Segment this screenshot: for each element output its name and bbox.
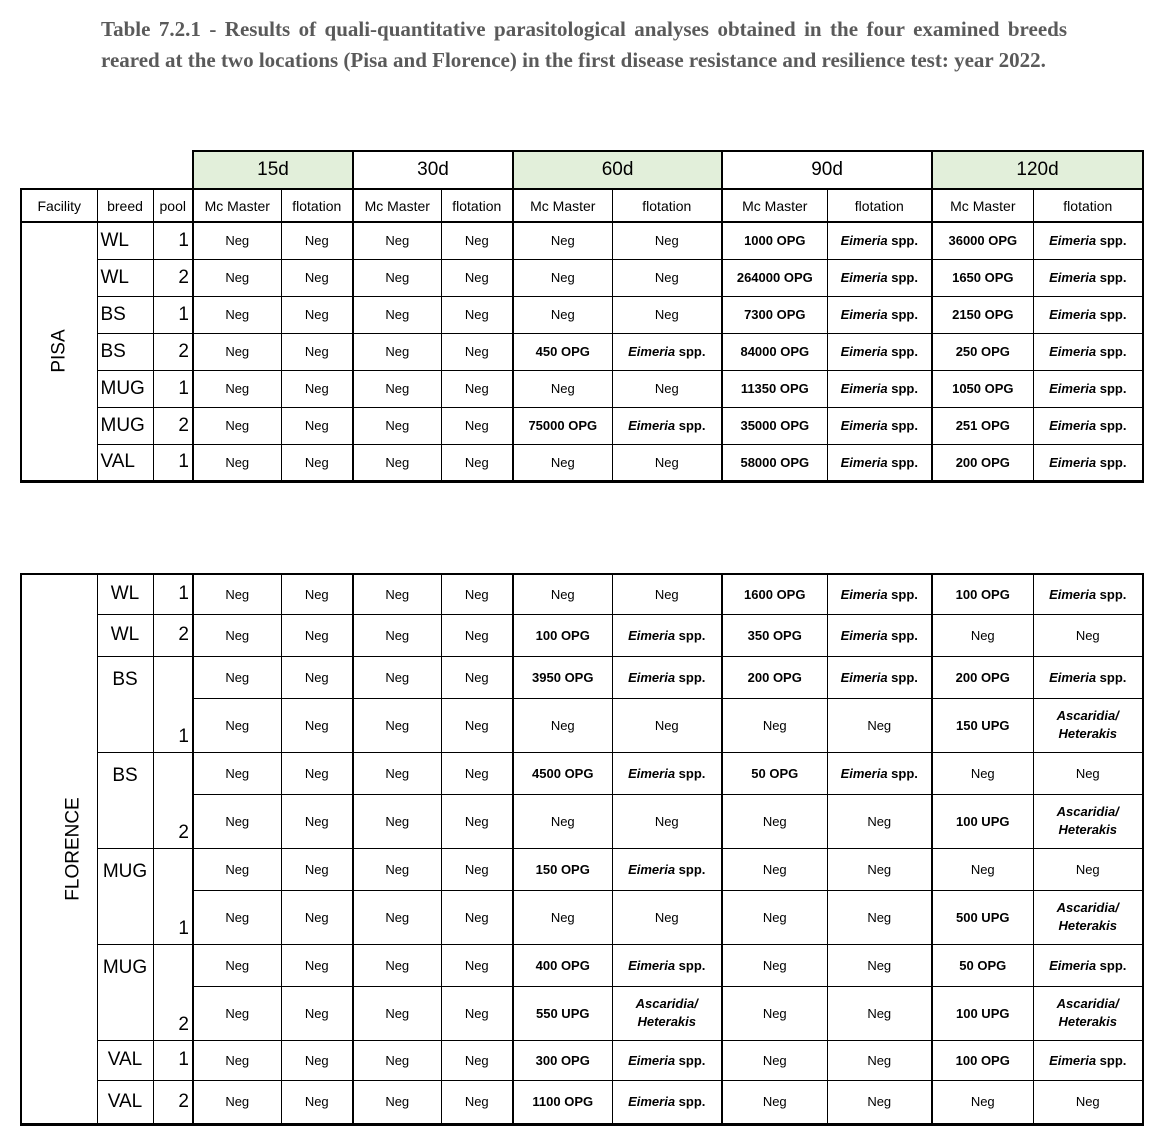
table-row bbox=[21, 370, 1143, 407]
pool-cell: 1 bbox=[153, 296, 193, 333]
mc-master-result: Neg bbox=[353, 407, 441, 444]
flotation-result: Eimeria spp. bbox=[1033, 574, 1143, 614]
table-row bbox=[21, 222, 1143, 259]
mc-master-result: Neg bbox=[193, 1080, 281, 1124]
day-header-90d: 90d bbox=[722, 151, 932, 189]
breed-cell: MUG bbox=[97, 944, 153, 1040]
flotation-result: Neg bbox=[827, 848, 932, 890]
flotation-result: Eimeria spp. bbox=[612, 614, 722, 656]
mc-master-result: Neg bbox=[722, 794, 827, 848]
flotation-result: Ascaridia/ Heterakis bbox=[1033, 698, 1143, 752]
mc-master-result: Neg bbox=[193, 698, 281, 752]
breed-cell: BS bbox=[97, 656, 153, 752]
flotation-header: flotation bbox=[1033, 189, 1143, 222]
mc-master-result: Neg bbox=[193, 407, 281, 444]
flotation-result: Neg bbox=[612, 259, 722, 296]
mc-master-result: Neg bbox=[353, 1040, 441, 1080]
flotation-header: flotation bbox=[441, 189, 513, 222]
mc-master-result: 350 OPG bbox=[722, 614, 827, 656]
mc-master-result: Neg bbox=[513, 574, 612, 614]
flotation-result: Neg bbox=[1033, 614, 1143, 656]
flotation-result: Neg bbox=[281, 1080, 353, 1124]
flotation-result: Ascaridia/ Heterakis bbox=[1033, 890, 1143, 944]
flotation-header: flotation bbox=[612, 189, 722, 222]
breed-cell: BS bbox=[97, 333, 153, 370]
day-header-row bbox=[21, 151, 1143, 189]
pool-cell: 2 bbox=[153, 333, 193, 370]
day-header-60d: 60d bbox=[513, 151, 722, 189]
breed-cell: VAL bbox=[97, 1040, 153, 1080]
flotation-result: Neg bbox=[827, 1040, 932, 1080]
flotation-result: Neg bbox=[441, 1080, 513, 1124]
flotation-result: Neg bbox=[281, 890, 353, 944]
flotation-result: Eimeria spp. bbox=[1033, 944, 1143, 986]
breed-cell: BS bbox=[97, 296, 153, 333]
mc-master-result: Neg bbox=[722, 698, 827, 752]
mc-master-result: 450 OPG bbox=[513, 333, 612, 370]
flotation-result: Neg bbox=[827, 890, 932, 944]
pool-cell: 1 bbox=[153, 848, 193, 944]
flotation-result: Neg bbox=[441, 444, 513, 481]
flotation-result: Eimeria spp. bbox=[827, 574, 932, 614]
mc-master-result: 100 OPG bbox=[513, 614, 612, 656]
flotation-result: Eimeria spp. bbox=[612, 333, 722, 370]
mc-master-result: Neg bbox=[513, 370, 612, 407]
flotation-result: Neg bbox=[612, 222, 722, 259]
mc-master-result: Neg bbox=[353, 259, 441, 296]
mc-master-result: 11350 OPG bbox=[722, 370, 827, 407]
mc-master-result: 50 OPG bbox=[722, 752, 827, 794]
mc-master-result: 200 OPG bbox=[932, 656, 1033, 698]
mc-master-result: 1650 OPG bbox=[932, 259, 1033, 296]
flotation-result: Eimeria spp. bbox=[1033, 1040, 1143, 1080]
flotation-result: Neg bbox=[281, 259, 353, 296]
flotation-result: Neg bbox=[441, 848, 513, 890]
mc-master-result: 7300 OPG bbox=[722, 296, 827, 333]
flotation-result: Neg bbox=[441, 1040, 513, 1080]
flotation-result: Neg bbox=[827, 794, 932, 848]
flotation-result: Neg bbox=[281, 698, 353, 752]
florence-results-table bbox=[20, 573, 1144, 1126]
table-row bbox=[21, 333, 1143, 370]
flotation-result: Neg bbox=[281, 407, 353, 444]
mc-master-result: 84000 OPG bbox=[722, 333, 827, 370]
mc-master-header: Mc Master bbox=[193, 189, 281, 222]
mc-master-result: Neg bbox=[353, 986, 441, 1040]
flotation-result: Neg bbox=[612, 444, 722, 481]
mc-master-result: 150 OPG bbox=[513, 848, 612, 890]
flotation-result: Neg bbox=[281, 574, 353, 614]
flotation-result: Neg bbox=[612, 370, 722, 407]
flotation-result: Eimeria spp. bbox=[612, 752, 722, 794]
flotation-result: Eimeria spp. bbox=[827, 222, 932, 259]
mc-master-result: Neg bbox=[513, 890, 612, 944]
flotation-result: Eimeria spp. bbox=[827, 614, 932, 656]
flotation-result: Neg bbox=[281, 370, 353, 407]
flotation-result: Neg bbox=[612, 890, 722, 944]
flotation-result: Neg bbox=[612, 296, 722, 333]
mc-master-result: Neg bbox=[193, 614, 281, 656]
mc-master-result: Neg bbox=[353, 444, 441, 481]
mc-master-result: Neg bbox=[353, 944, 441, 986]
flotation-result: Eimeria spp. bbox=[1033, 444, 1143, 481]
mc-master-result: Neg bbox=[353, 222, 441, 259]
mc-master-result: 250 OPG bbox=[932, 333, 1033, 370]
mc-master-result: Neg bbox=[193, 848, 281, 890]
mc-master-result: 1050 OPG bbox=[932, 370, 1033, 407]
mc-master-result: Neg bbox=[353, 656, 441, 698]
mc-master-result: Neg bbox=[193, 794, 281, 848]
flotation-result: Eimeria spp. bbox=[1033, 259, 1143, 296]
mc-master-result: Neg bbox=[513, 259, 612, 296]
flotation-result: Eimeria spp. bbox=[612, 1080, 722, 1124]
flotation-result: Eimeria spp. bbox=[612, 1040, 722, 1080]
mc-master-result: 50 OPG bbox=[932, 944, 1033, 986]
mc-master-result: Neg bbox=[932, 752, 1033, 794]
mc-master-result: Neg bbox=[353, 890, 441, 944]
flotation-result: Eimeria spp. bbox=[827, 444, 932, 481]
mc-master-result: 150 UPG bbox=[932, 698, 1033, 752]
table-row bbox=[21, 1040, 1143, 1080]
flotation-result: Neg bbox=[827, 986, 932, 1040]
pool-cell: 1 bbox=[153, 222, 193, 259]
mc-master-result: 1100 OPG bbox=[513, 1080, 612, 1124]
flotation-result: Neg bbox=[612, 574, 722, 614]
mc-master-result: 75000 OPG bbox=[513, 407, 612, 444]
flotation-result: Eimeria spp. bbox=[1033, 370, 1143, 407]
mc-master-header: Mc Master bbox=[932, 189, 1033, 222]
table-row bbox=[21, 848, 1143, 890]
breed-cell: WL bbox=[97, 574, 153, 614]
flotation-result: Eimeria spp. bbox=[612, 848, 722, 890]
flotation-result: Neg bbox=[281, 614, 353, 656]
table-row bbox=[21, 296, 1143, 333]
flotation-result: Neg bbox=[281, 333, 353, 370]
flotation-result: Neg bbox=[441, 944, 513, 986]
flotation-result: Neg bbox=[281, 986, 353, 1040]
mc-master-header: Mc Master bbox=[353, 189, 441, 222]
mc-master-result: Neg bbox=[193, 370, 281, 407]
mc-master-result: 1000 OPG bbox=[722, 222, 827, 259]
mc-master-result: Neg bbox=[353, 1080, 441, 1124]
flotation-result: Eimeria spp. bbox=[1033, 407, 1143, 444]
mc-master-result: 100 OPG bbox=[932, 1040, 1033, 1080]
flotation-result: Eimeria spp. bbox=[612, 656, 722, 698]
flotation-result: Neg bbox=[281, 656, 353, 698]
mc-master-result: Neg bbox=[722, 944, 827, 986]
breed-cell: WL bbox=[97, 614, 153, 656]
pool-header: pool bbox=[153, 189, 193, 222]
flotation-result: Neg bbox=[441, 752, 513, 794]
mc-master-result: Neg bbox=[513, 296, 612, 333]
facility-label: FLORENCE bbox=[21, 574, 97, 1124]
flotation-result: Neg bbox=[441, 986, 513, 1040]
flotation-result: Neg bbox=[441, 407, 513, 444]
flotation-result: Neg bbox=[441, 296, 513, 333]
flotation-result: Eimeria spp. bbox=[827, 370, 932, 407]
mc-master-result: 3950 OPG bbox=[513, 656, 612, 698]
mc-master-result: 100 UPG bbox=[932, 794, 1033, 848]
flotation-result: Neg bbox=[441, 222, 513, 259]
mc-master-result: Neg bbox=[353, 614, 441, 656]
mc-master-result: 4500 OPG bbox=[513, 752, 612, 794]
pool-cell: 2 bbox=[153, 1080, 193, 1124]
mc-master-result: Neg bbox=[193, 944, 281, 986]
pool-cell: 2 bbox=[153, 259, 193, 296]
flotation-result: Neg bbox=[827, 1080, 932, 1124]
mc-master-result: Neg bbox=[353, 848, 441, 890]
table-row bbox=[21, 444, 1143, 481]
mc-master-result: Neg bbox=[353, 296, 441, 333]
flotation-result: Neg bbox=[281, 296, 353, 333]
breed-header: breed bbox=[97, 189, 153, 222]
pool-cell: 1 bbox=[153, 1040, 193, 1080]
day-header-120d: 120d bbox=[932, 151, 1143, 189]
flotation-result: Neg bbox=[827, 944, 932, 986]
flotation-result: Neg bbox=[827, 698, 932, 752]
table-row bbox=[21, 574, 1143, 614]
table-row bbox=[21, 752, 1143, 794]
pool-cell: 2 bbox=[153, 752, 193, 848]
mc-master-header: Mc Master bbox=[513, 189, 612, 222]
mc-master-result: Neg bbox=[353, 370, 441, 407]
facility-label: PISA bbox=[21, 222, 97, 481]
breed-cell: WL bbox=[97, 222, 153, 259]
flotation-result: Neg bbox=[1033, 1080, 1143, 1124]
flotation-result: Ascaridia/ Heterakis bbox=[612, 986, 722, 1040]
day-header-30d: 30d bbox=[353, 151, 513, 189]
mc-master-result: Neg bbox=[722, 1080, 827, 1124]
flotation-result: Neg bbox=[441, 370, 513, 407]
flotation-result: Neg bbox=[281, 222, 353, 259]
breed-cell: BS bbox=[97, 752, 153, 848]
mc-master-result: Neg bbox=[193, 333, 281, 370]
mc-master-result: 36000 OPG bbox=[932, 222, 1033, 259]
mc-master-result: Neg bbox=[193, 656, 281, 698]
table-caption: Table 7.2.1 - Results of quali-quantitative parasitological analyses obtained in the four examined breeds reared at the two locations (Pisa and Florence) in the first disease resistance and resilience test: year 2022. bbox=[101, 17, 1067, 72]
flotation-result: Neg bbox=[281, 944, 353, 986]
mc-master-result: Neg bbox=[193, 752, 281, 794]
flotation-result: Eimeria spp. bbox=[1033, 333, 1143, 370]
facility-header: Facility bbox=[21, 189, 97, 222]
breed-cell: VAL bbox=[97, 1080, 153, 1124]
breed-cell: MUG bbox=[97, 848, 153, 944]
pool-cell: 2 bbox=[153, 407, 193, 444]
mc-master-result: Neg bbox=[932, 848, 1033, 890]
mc-master-result: Neg bbox=[722, 848, 827, 890]
mc-master-result: Neg bbox=[353, 574, 441, 614]
flotation-result: Neg bbox=[441, 656, 513, 698]
mc-master-result: Neg bbox=[353, 752, 441, 794]
mc-master-result: Neg bbox=[193, 1040, 281, 1080]
mc-master-result: 550 UPG bbox=[513, 986, 612, 1040]
flotation-result: Neg bbox=[281, 848, 353, 890]
mc-master-result: 264000 OPG bbox=[722, 259, 827, 296]
column-header-row bbox=[21, 189, 1143, 222]
pool-cell: 1 bbox=[153, 574, 193, 614]
flotation-result: Neg bbox=[281, 1040, 353, 1080]
mc-master-result: Neg bbox=[513, 222, 612, 259]
mc-master-result: 300 OPG bbox=[513, 1040, 612, 1080]
breed-cell: MUG bbox=[97, 407, 153, 444]
flotation-result: Eimeria spp. bbox=[827, 752, 932, 794]
flotation-result: Eimeria spp. bbox=[827, 259, 932, 296]
pool-cell: 1 bbox=[153, 444, 193, 481]
mc-master-result: 251 OPG bbox=[932, 407, 1033, 444]
table-row bbox=[21, 656, 1143, 698]
mc-master-result: Neg bbox=[193, 222, 281, 259]
flotation-result: Eimeria spp. bbox=[612, 944, 722, 986]
mc-master-result: Neg bbox=[193, 890, 281, 944]
flotation-result: Neg bbox=[441, 574, 513, 614]
flotation-header: flotation bbox=[827, 189, 932, 222]
flotation-header: flotation bbox=[281, 189, 353, 222]
mc-master-result: Neg bbox=[193, 574, 281, 614]
flotation-result: Neg bbox=[612, 794, 722, 848]
pool-cell: 2 bbox=[153, 944, 193, 1040]
mc-master-result: 35000 OPG bbox=[722, 407, 827, 444]
mc-master-result: Neg bbox=[193, 296, 281, 333]
flotation-result: Ascaridia/ Heterakis bbox=[1033, 986, 1143, 1040]
table-row bbox=[21, 1080, 1143, 1124]
flotation-result: Neg bbox=[1033, 752, 1143, 794]
mc-master-result: Neg bbox=[193, 444, 281, 481]
mc-master-result: Neg bbox=[193, 259, 281, 296]
table-row bbox=[21, 614, 1143, 656]
flotation-result: Eimeria spp. bbox=[827, 296, 932, 333]
flotation-result: Neg bbox=[1033, 848, 1143, 890]
flotation-result: Neg bbox=[281, 444, 353, 481]
mc-master-result: Neg bbox=[353, 794, 441, 848]
pool-cell: 2 bbox=[153, 614, 193, 656]
mc-master-result: Neg bbox=[722, 890, 827, 944]
flotation-result: Eimeria spp. bbox=[1033, 656, 1143, 698]
mc-master-result: Neg bbox=[513, 794, 612, 848]
flotation-result: Neg bbox=[281, 794, 353, 848]
flotation-result: Neg bbox=[441, 794, 513, 848]
mc-master-result: 1600 OPG bbox=[722, 574, 827, 614]
mc-master-result: Neg bbox=[932, 614, 1033, 656]
flotation-result: Neg bbox=[441, 614, 513, 656]
pool-cell: 1 bbox=[153, 370, 193, 407]
flotation-result: Eimeria spp. bbox=[827, 656, 932, 698]
mc-master-result: Neg bbox=[513, 444, 612, 481]
flotation-result: Neg bbox=[441, 259, 513, 296]
mc-master-result: 100 OPG bbox=[932, 574, 1033, 614]
flotation-result: Eimeria spp. bbox=[827, 333, 932, 370]
day-header-15d: 15d bbox=[193, 151, 353, 189]
mc-master-result: 400 OPG bbox=[513, 944, 612, 986]
flotation-result: Eimeria spp. bbox=[827, 407, 932, 444]
table-row bbox=[21, 944, 1143, 986]
breed-cell: MUG bbox=[97, 370, 153, 407]
breed-cell: VAL bbox=[97, 444, 153, 481]
mc-master-result: Neg bbox=[722, 986, 827, 1040]
flotation-result: Neg bbox=[612, 698, 722, 752]
mc-master-result: 58000 OPG bbox=[722, 444, 827, 481]
mc-master-result: 100 UPG bbox=[932, 986, 1033, 1040]
flotation-result: Eimeria spp. bbox=[1033, 296, 1143, 333]
table-row bbox=[21, 407, 1143, 444]
mc-master-result: Neg bbox=[353, 333, 441, 370]
flotation-result: Neg bbox=[441, 698, 513, 752]
mc-master-result: 500 UPG bbox=[932, 890, 1033, 944]
mc-master-result: Neg bbox=[513, 698, 612, 752]
flotation-result: Neg bbox=[281, 752, 353, 794]
breed-cell: WL bbox=[97, 259, 153, 296]
mc-master-result: 200 OPG bbox=[722, 656, 827, 698]
mc-master-result: Neg bbox=[193, 986, 281, 1040]
mc-master-result: 200 OPG bbox=[932, 444, 1033, 481]
mc-master-result: Neg bbox=[353, 698, 441, 752]
flotation-result: Ascaridia/ Heterakis bbox=[1033, 794, 1143, 848]
flotation-result: Neg bbox=[441, 890, 513, 944]
flotation-result: Eimeria spp. bbox=[612, 407, 722, 444]
flotation-result: Neg bbox=[441, 333, 513, 370]
table-row bbox=[21, 259, 1143, 296]
mc-master-result: 2150 OPG bbox=[932, 296, 1033, 333]
pisa-results-table bbox=[20, 150, 1144, 483]
mc-master-result: Neg bbox=[932, 1080, 1033, 1124]
flotation-result: Eimeria spp. bbox=[1033, 222, 1143, 259]
pool-cell: 1 bbox=[153, 656, 193, 752]
mc-master-result: Neg bbox=[722, 1040, 827, 1080]
mc-master-header: Mc Master bbox=[722, 189, 827, 222]
